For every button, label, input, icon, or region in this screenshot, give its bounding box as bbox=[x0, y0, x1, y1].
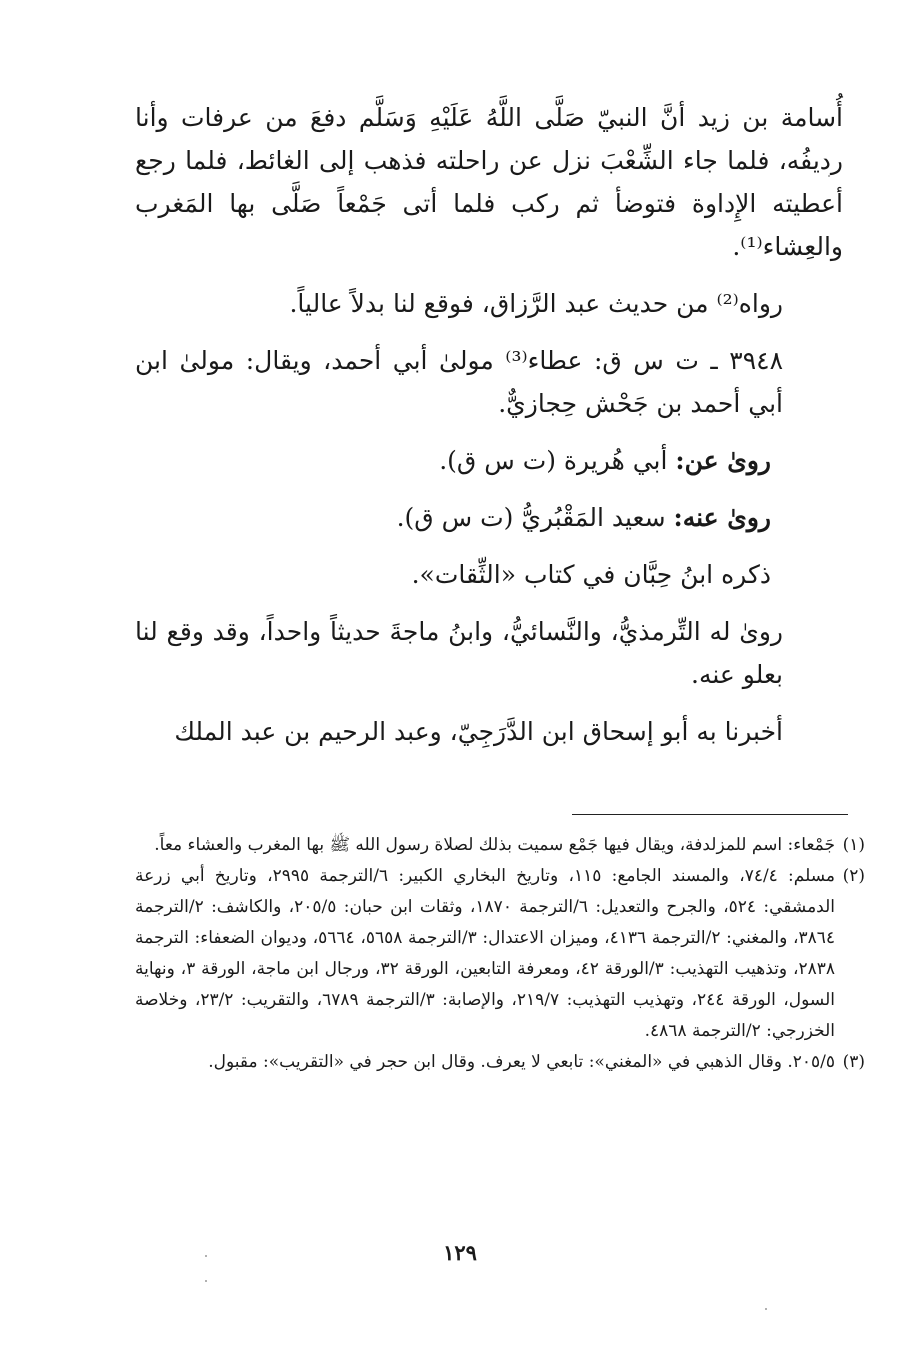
narrated-from-text: أبي هُريرة (ت س ق). bbox=[439, 446, 676, 475]
footnote-text: ٢٠٥/٥. وقال الذهبي في «المغني»: تابعي لا يعرف. وقال ابن حجر في «التقريب»: مقبول. bbox=[208, 1052, 835, 1072]
footnote-number: (٢) bbox=[842, 866, 865, 886]
footnote-3 bbox=[135, 1047, 865, 1078]
footnote-number: (١) bbox=[842, 835, 865, 855]
scan-speck bbox=[205, 1280, 207, 1282]
paragraph-entry-heading: ٣٩٤٨ ـ ت س ق: عطاء⁽³⁾ مولىٰ أبي أحمد، ويقال: مولىٰ ابن أبي أحمد بن جَحْش حِجازيٌّ. bbox=[135, 346, 783, 418]
paragraph-ibn-hibban: ذكره ابنُ حِبَّان في كتاب «الثِّقات». bbox=[411, 560, 771, 589]
paragraph-narrated-from bbox=[135, 439, 843, 482]
narrated-from-label: رویٰ عن: bbox=[675, 446, 771, 475]
footnote-1 bbox=[135, 830, 865, 861]
scan-speck bbox=[765, 1308, 767, 1310]
narrated-by-label: رویٰ عنه: bbox=[673, 503, 771, 532]
footnote-text: مسلم: ٧٤/٤، والمسند الجامع: ١١٥، وتاريخ البخاري الكبير: ٦/الترجمة ٢٩٩٥، وتاريخ أبي زرعة الدمشقي: ٥٢٤، والجرح والتعديل: ٦/الترجمة ١٨٧٠، وثقات ابن حبان: ٢٠٥/٥، والكاشف: ٢/الترجمة ٣٨٦٤، والمغني: ٢/الترجمة ٤١٣٦، وميزان الاعتدال: ٣/الترجمة ٥٦٥٨، ٥٦٦٤، وديوان الضعفاء: الترجمة ٢٨٣٨، وتذهيب التهذيب: ٣/الورقة ٤٢، ومعرفة التابعين، الورقة ٣٢، ورجال ابن ماجة، الورقة ٣، ونهاية السول، الورقة ٢٤٤، وتهذيب التهذيب: ٢١٩/٧، والإصابة: ٣/الترجمة ٦٧٨٩، والتقريب: ٢٣/٢، وخلاصة الخزرجي: ٢/الترجمة ٤٨٦٨. bbox=[135, 866, 836, 1041]
paragraph-narration: رواه⁽²⁾ من حديث عبد الرَّزاق، فوقع لنا بدلاً عالياً. bbox=[289, 289, 783, 318]
narrated-by-text: سعيد المَقْبُريُّ (ت س ق). bbox=[396, 503, 674, 532]
page-number: ١٢٩ bbox=[443, 1240, 477, 1265]
scan-speck bbox=[205, 1255, 207, 1257]
paragraph-informed: أخبرنا به أبو إسحاق ابن الدَّرَجِيّ، وعبد الرحيم بن عبد الملك bbox=[174, 717, 783, 746]
footnote-number: (٣) bbox=[842, 1052, 865, 1072]
footnote-2 bbox=[135, 861, 865, 1047]
footnote-separator bbox=[572, 814, 848, 815]
paragraph-narrated-for: رویٰ له التِّرمذيُّ، والنَّسائيُّ، وابنُ ماجةَ حديثاً واحداً، وقد وقع لنا بعلو عنه. bbox=[135, 617, 783, 689]
footnotes bbox=[135, 830, 865, 1078]
paragraph-hadith-text: أُسامة بن زيد أنَّ النبيّ صَلَّى اللَّهُ عَلَيْهِ وَسَلَّم دفعَ من عرفات وأنا رديفُه، فلما جاء الشِّعْبَ نزل عن راحلته فذهب إلى الغائط، فلما رجع أعطيته الإِداوة فتوضأ ثم ركب فلما أتى جَمْعاً صَلَّى بها المَغرب والعِشاء⁽¹⁾. bbox=[135, 103, 843, 261]
footnote-text: جَمْعاء: اسم للمزلدفة، ويقال فيها جَمْع سميت بذلك لصلاة رسول الله ﷺ بها المغرب والعشاء معاً. bbox=[154, 835, 835, 855]
main-text bbox=[135, 96, 843, 753]
scan-speck bbox=[828, 175, 830, 177]
paragraph-narrated-by bbox=[135, 496, 843, 539]
